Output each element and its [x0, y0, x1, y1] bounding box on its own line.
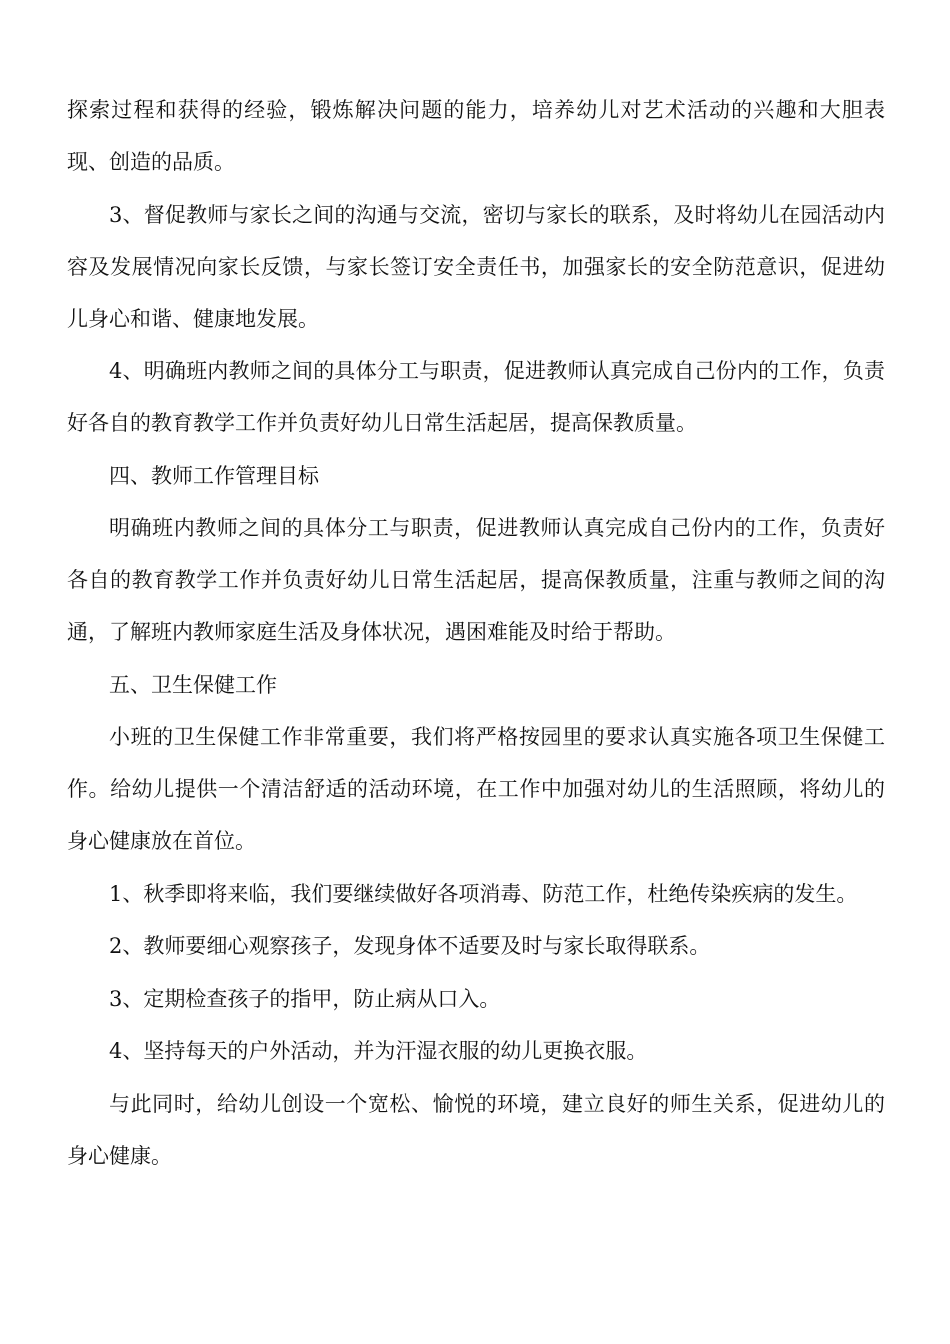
paragraph-health-care: 小班的卫生保健工作非常重要，我们将严格按园里的要求认真实施各项卫生保健工作。给幼儿提供一个清洁舒适的活动环境，在工作中加强对幼儿的生活照顾，将幼儿的身心健康放在首位。: [67, 725, 885, 853]
paragraph-health-item-4: 4、坚持每天的户外活动，并为汗湿衣服的幼儿更换衣服。: [109, 1039, 648, 1063]
section-heading-5: 五、卫生保健工作: [109, 672, 277, 697]
document-body: [67, 84, 885, 1182]
paragraph-health-item-2: 2、教师要细心观察孩子，发现身体不适要及时与家长取得联系。: [109, 934, 711, 958]
section-heading-4: 四、教师工作管理目标: [109, 463, 319, 488]
paragraph-closing: 与此同时，给幼儿创设一个宽松、愉悦的环境，建立良好的师生关系，促进幼儿的身心健康。: [67, 1091, 885, 1168]
paragraph-continued: 探索过程和获得的经验，锻炼解决问题的能力，培养幼儿对艺术活动的兴趣和大胆表现、创造的品质。: [67, 98, 885, 174]
paragraph-item-4: 4、明确班内教师之间的具体分工与职责，促进教师认真完成自己份内的工作，负责好各自的教育教学工作并负责好幼儿日常生活起居，提高保教质量。: [67, 359, 885, 435]
paragraph-health-item-3: 3、定期检查孩子的指甲，防止病从口入。: [109, 986, 501, 1011]
paragraph-teacher-management: 明确班内教师之间的具体分工与职责，促进教师认真完成自己份内的工作，负责好各自的教育教学工作并负责好幼儿日常生活起居，提高保教质量，注重与教师之间的沟通，了解班内教师家庭生活及身体状况，遇困难能及时给于帮助。: [67, 516, 885, 644]
paragraph-item-3: 3、督促教师与家长之间的沟通与交流，密切与家长的联系，及时将幼儿在园活动内容及发展情况向家长反馈，与家长签订安全责任书，加强家长的安全防范意识，促进幼儿身心和谐、健康地发展。: [67, 202, 885, 331]
paragraph-health-item-1: 1、秋季即将来临，我们要继续做好各项消毒、防范工作，杜绝传染疾病的发生。: [109, 881, 858, 906]
